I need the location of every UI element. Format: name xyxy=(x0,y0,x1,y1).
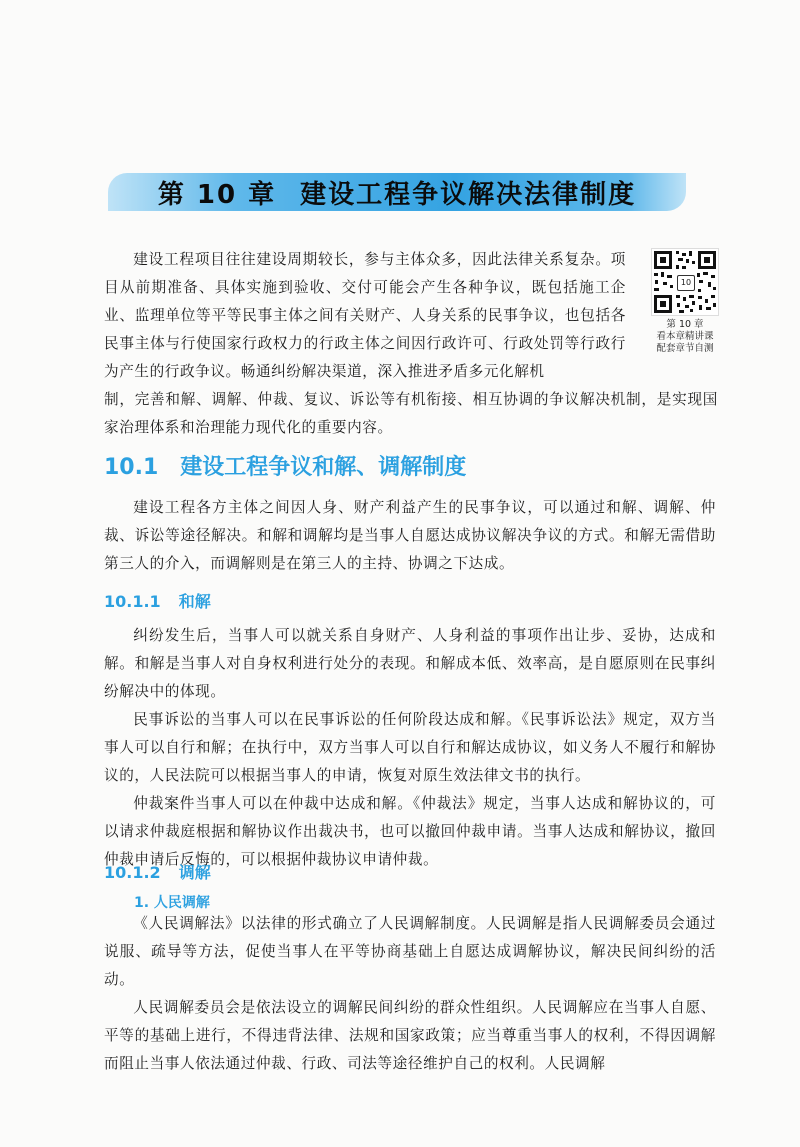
qr-caption-line: 第 10 章 xyxy=(666,319,704,330)
intro-paragraph: 建设工程项目往往建设周期较长，参与主体众多，因此法律关系复杂。项目从前期准备、具体实施到验收、交付可能会产生各种争议，既包括施工企业、监理单位等平等民事主体之间有关财产、人身关系的民事争议，也包括各民事主体与行使国家行政权力的行政主体之间因行政许可、行政处罚等行政行为产生的行政争议。畅通纠纷解决渠道，深入推进矛盾多元化解机 xyxy=(104,251,626,380)
section-title: 建设工程争议和解、调解制度 xyxy=(180,455,467,480)
section-number: 10.1.2 xyxy=(104,863,161,882)
qr-code[interactable] xyxy=(651,248,719,316)
section-heading-10-1 xyxy=(104,450,466,481)
section-heading-10-1-1 xyxy=(104,589,211,612)
qr-badge: 10 xyxy=(677,275,695,291)
section-title: 调解 xyxy=(178,863,211,882)
qr-caption xyxy=(644,319,726,355)
section-heading-10-1-2 xyxy=(104,860,211,883)
section-10-1-1-paragraph-1: 纠纷发生后，当事人可以就关系自身财产、人身利益的事项作出让步、妥协，达成和解。和解是当事人对自身权利进行处分的表现。和解成本低、效率高，是自愿原则在民事纠纷解决中的体现。 xyxy=(104,627,716,700)
section-title: 和解 xyxy=(178,592,211,611)
subsection-heading-people-mediation: 1. 人民调解 xyxy=(134,895,210,911)
qr-block xyxy=(644,248,726,355)
qr-caption-line: 看本章精讲课 xyxy=(656,331,714,342)
chapter-heading xyxy=(158,174,636,211)
chapter-banner xyxy=(108,173,686,211)
section-10-1-2-paragraph-1: 《人民调解法》以法律的形式确立了人民调解制度。人民调解是指人民调解委员会通过说服、疏导等方法，促使当事人在平等协商基础上自愿达成调解协议，解决民间纠纷的活动。 xyxy=(104,915,716,988)
chapter-label: 第 10 章 xyxy=(157,179,277,210)
section-number: 10.1.1 xyxy=(104,592,161,611)
intro-paragraph-continued: 制，完善和解、调解、仲裁、复议、诉讼等有机衔接、相互协调的争议解决机制，是实现国家治理体系和治理能力现代化的重要内容。 xyxy=(104,391,718,436)
section-10-1-paragraph: 建设工程各方主体之间因人身、财产利益产生的民事争议，可以通过和解、调解、仲裁、诉讼等途径解决。和解和调解均是当事人自愿达成协议解决争议的方式。和解无需借助第三人的介入，而调解则是在第三人的主持、协调之下达成。 xyxy=(104,499,716,572)
section-10-1-1-paragraph-3: 仲裁案件当事人可以在仲裁中达成和解。《仲裁法》规定，当事人达成和解协议的，可以请求仲裁庭根据和解协议作出裁决书，也可以撤回仲裁申请。当事人达成和解协议，撤回仲裁申请后反悔的，可以根据仲裁协议申请仲裁。 xyxy=(104,795,716,868)
section-10-1-2-paragraph-2: 人民调解委员会是依法设立的调解民间纠纷的群众性组织。人民调解应在当事人自愿、平等的基础上进行，不得违背法律、法规和国家政策；应当尊重当事人的权利，不得因调解而阻止当事人依法通过仲裁、行政、司法等途径维护自己的权利。人民调解 xyxy=(104,999,716,1072)
section-10-1-1-paragraph-2: 民事诉讼的当事人可以在民事诉讼的任何阶段达成和解。《民事诉讼法》规定，双方当事人可以自行和解；在执行中，双方当事人可以自行和解达成协议，如义务人不履行和解协议的，人民法院可以根据当事人的申请，恢复对原生效法律文书的执行。 xyxy=(104,711,716,784)
section-number: 10.1 xyxy=(104,455,159,480)
chapter-title: 建设工程争议解决法律制度 xyxy=(300,179,637,210)
qr-caption-line: 配套章节自测 xyxy=(656,343,714,354)
